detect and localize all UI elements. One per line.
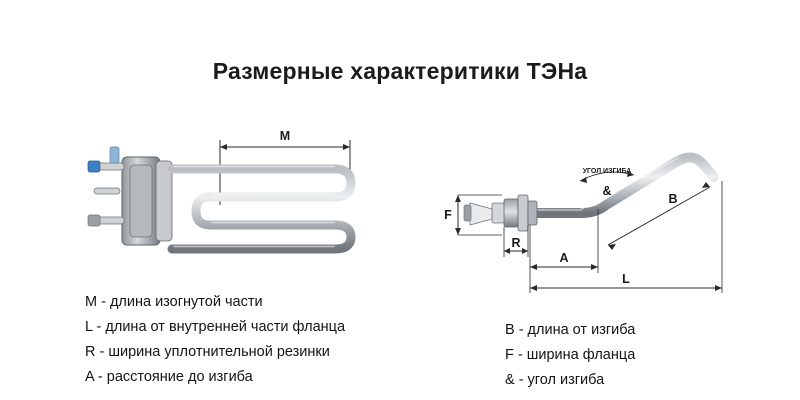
flange-assembly — [88, 147, 172, 245]
dimension-label-f: F — [444, 208, 452, 222]
left-diagram — [60, 125, 380, 280]
legend-item: M - длина изогнутой части — [85, 294, 263, 310]
dimension-label-l: L — [622, 272, 630, 286]
heating-tube — [172, 169, 351, 249]
legend-item: A - расстояние до изгиба — [85, 369, 253, 385]
legend-item: B - длина от изгиба — [505, 322, 636, 338]
dimension-label-m: M — [279, 129, 291, 143]
left-diagram-svg — [60, 125, 380, 285]
dimension-label-ampersand: & — [602, 184, 612, 198]
right-legend — [505, 318, 635, 393]
left-legend — [85, 290, 345, 390]
legend-item: F - ширина фланца — [505, 347, 636, 363]
right-diagram-svg — [430, 125, 760, 300]
legend-item: & - угол изгиба — [505, 372, 605, 388]
angle-note: УГОЛ ИЗГИБА — [582, 168, 632, 175]
flange-fitting — [464, 195, 537, 231]
dimension-label-a: A — [559, 251, 569, 265]
legend-item: L - длина от внутренней части фланца — [85, 319, 346, 335]
dimension-label-b: B — [668, 192, 678, 206]
dimension-line-a — [530, 209, 598, 273]
right-diagram — [430, 125, 760, 295]
legend-item: R - ширина уплотнительной резинки — [85, 344, 330, 360]
heating-tube-bent — [530, 157, 714, 213]
page-title: Размерные характеритики ТЭНа — [212, 58, 588, 84]
dimension-label-r: R — [511, 236, 521, 250]
